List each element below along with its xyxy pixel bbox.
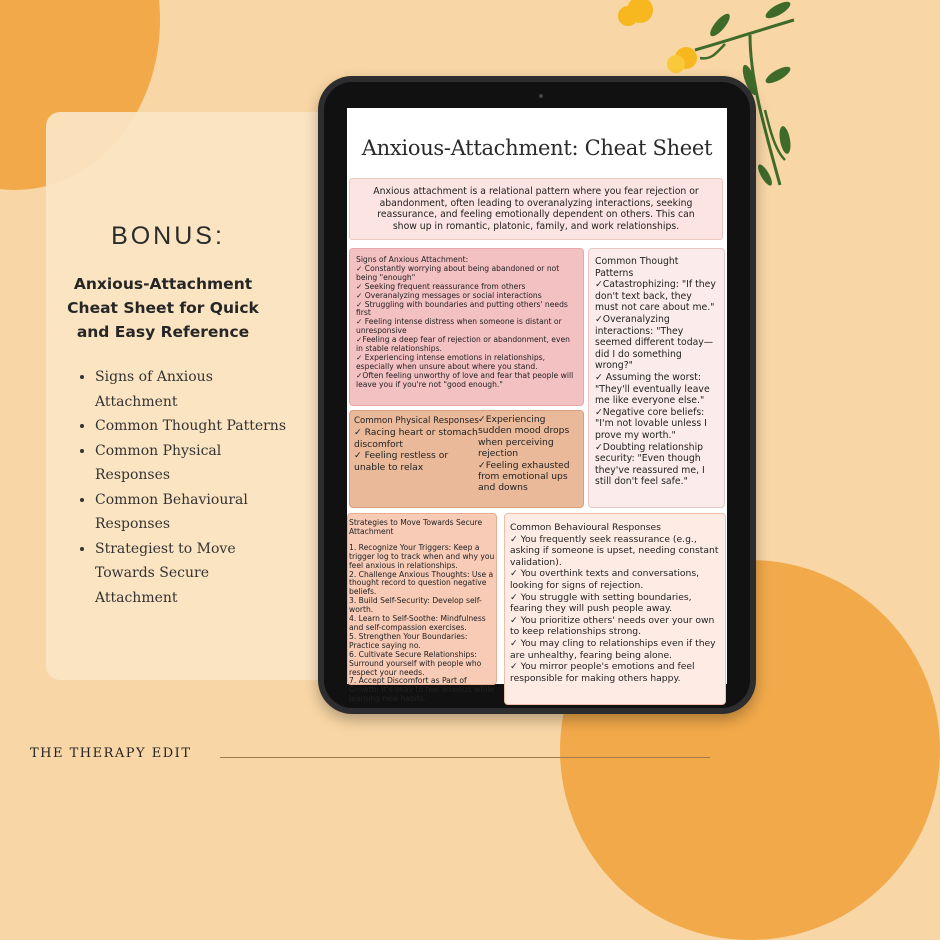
bonus-list-item: • Common Thought Patterns	[95, 414, 295, 439]
physical-right-column	[478, 414, 582, 494]
strategy-item: 1. Recognize Your Triggers: Keep a trigger log to track when and why you feel anxious in relationships.	[349, 542, 495, 570]
divider	[220, 757, 710, 758]
behavioural-heading: Common Behavioural Responses	[510, 522, 661, 533]
signs-item: ✓ Experiencing intense emotions in relationships, especially when unsure about where you stand.	[356, 352, 546, 371]
strategy-item: 7. Accept Discomfort as Part of Growth: It's okay to feel anxious while learning new habits.	[349, 676, 494, 704]
physical-heading: Common Physical Responses	[354, 416, 479, 426]
bonus-title: BONUS:	[111, 222, 225, 250]
thought-item: ✓ Assuming the worst: "They'll eventually leave me like everyone else."	[595, 371, 710, 407]
bonus-list-item: • Strategiest to Move Towards Secure Attachment	[95, 537, 295, 611]
signs-box	[349, 248, 584, 406]
signs-item: ✓ Feeling intense distress when someone is distant or unresponsive	[356, 317, 562, 336]
bonus-list-item: • Common Physical Responses	[95, 439, 295, 488]
bonus-list	[80, 365, 295, 610]
thought-patterns-box	[588, 248, 725, 508]
physical-left-column	[354, 416, 480, 473]
behavioural-item: ✓ You struggle with setting boundaries, fearing they will push people away.	[510, 591, 692, 615]
tablet-device	[318, 76, 756, 714]
thought-item: ✓Catastrophizing: "If they don't text back, they must not care about me."	[595, 279, 716, 314]
signs-item: ✓Feeling a deep fear of rejection or abandonment, even in stable relationships.	[356, 335, 570, 354]
camera-icon	[539, 94, 543, 98]
cheat-sheet-screen	[347, 108, 727, 704]
behavioural-responses-box	[504, 513, 726, 705]
strategy-item: 4. Learn to Self-Soothe: Mindfulness and self-compassion exercises.	[349, 614, 486, 632]
brand-name: THE THERAPY EDIT	[30, 746, 192, 761]
behavioural-item: ✓ You prioritize others' needs over your own to keep relationships strong.	[510, 614, 715, 638]
strategy-item: 2. Challenge Anxious Thoughts: Use a thought record to question negative beliefs.	[349, 569, 494, 597]
sheet-title: Anxious-Attachment: Cheat Sheet	[361, 136, 713, 160]
thought-item: ✓Overanalyzing interactions: "They seemed different today—did I do something wrong?"	[595, 313, 714, 372]
signs-item: ✓ Constantly worrying about being abandoned or not being "enough"	[356, 263, 560, 282]
physical-item: ✓ Racing heart or stomach discomfort	[354, 427, 478, 450]
strategies-heading: Strategies to Move Towards Secure Attachment	[349, 518, 483, 536]
thought-item: ✓Negative core beliefs: "I'm not lovable unless I prove my worth."	[595, 406, 707, 441]
physical-item: ✓Experiencing sudden mood drops when perceiving rejection	[478, 414, 570, 460]
physical-item: ✓ Feeling restless or unable to relax	[354, 450, 449, 473]
strategy-item: 5. Strengthen Your Boundaries: Practice saying no.	[349, 631, 468, 650]
physical-responses-box	[349, 410, 584, 508]
signs-heading: Signs of Anxious Attachment:	[356, 255, 469, 264]
bonus-subtitle: Anxious-Attachment Cheat Sheet for Quick and Easy Reference	[67, 275, 259, 341]
strategy-item: 3. Build Self-Security: Develop self-worth.	[349, 596, 482, 615]
strategies-box	[347, 513, 497, 704]
thought-item: ✓Doubting relationship security: "Even though they've reassured me, I still don't feel safe."	[595, 441, 705, 488]
physical-item: ✓Feeling exhausted from emotional ups and downs	[478, 459, 570, 494]
strategy-item: 6. Cultivate Secure Relationships: Surround yourself with people who respect your needs.	[349, 649, 482, 677]
bonus-list-item: • Common Behavioural Responses	[95, 488, 295, 537]
signs-item: ✓ Seeking frequent reassurance from others	[356, 281, 526, 291]
signs-item: ✓Often feeling unworthy of love and fear that people will leave you if you're not "good enough."	[356, 370, 574, 389]
signs-item: ✓ Struggling with boundaries and putting others' needs first	[356, 299, 568, 318]
behavioural-item: ✓ You overthink texts and conversations, looking for signs of rejection.	[510, 568, 700, 591]
intro-box: Anxious attachment is a relational pattern where you fear rejection or abandonment, often leading to overanalyzing interactions, seeking reassurance, and feeling emotionally dependent on others. This can show up in romantic, platonic, family, and work relationships.	[349, 178, 723, 240]
behavioural-item: ✓ You mirror people's emotions and feel responsible for making others happy.	[510, 661, 695, 684]
behavioural-item: ✓ You may cling to relationships even if they are unhealthy, fearing being alone.	[510, 637, 716, 661]
thought-heading: Common Thought Patterns	[595, 256, 679, 279]
behavioural-item: ✓ You frequently seek reassurance (e.g., asking if someone is upset, needing constant validation).	[510, 533, 719, 568]
signs-item: ✓ Overanalyzing messages or social interactions	[356, 290, 542, 300]
bonus-list-item: • Signs of Anxious Attachment	[95, 365, 295, 414]
